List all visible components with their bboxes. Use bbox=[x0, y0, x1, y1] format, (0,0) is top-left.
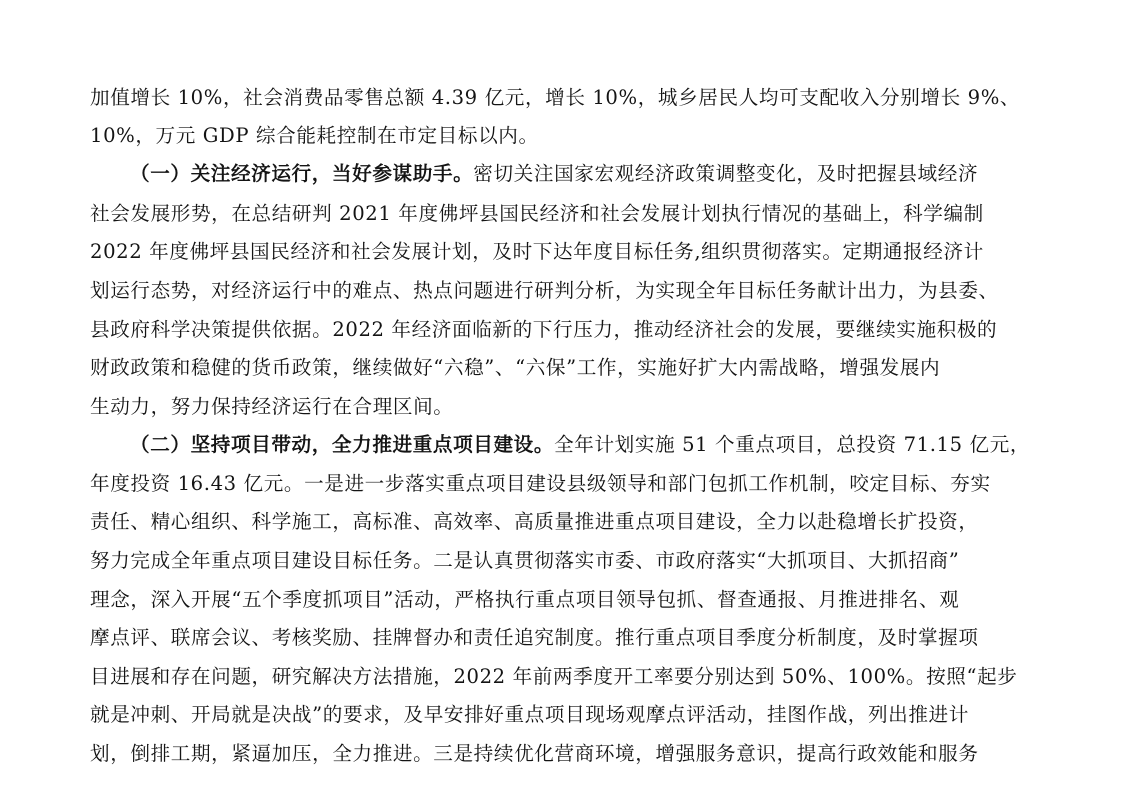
text-line: 划，倒排工期，紧逼加压，全力推进。三是持续优化营商环境，增强服务意识，提高行政效能和服务 bbox=[90, 742, 979, 765]
section-heading-2: （二）坚持项目带动，全力推进重点项目建设。 bbox=[130, 433, 555, 456]
text-line: 生动力，努力保持经济运行在合理区间。 bbox=[90, 395, 454, 418]
text-line: 就是冲刺、开局就是决战”的要求，及早安排好重点项目现场观摩点评活动，挂图作战，列出推进计 bbox=[90, 703, 969, 726]
text-line: 县政府科学决策提供依据。2022 年经济面临新的下行压力，推动经济社会的发展，要继续实施积极的 bbox=[90, 318, 998, 341]
text-line: 财政政策和稳健的货币政策，继续做好“六稳”、“六保”工作，实施好扩大内需战略，增强发展内 bbox=[90, 356, 941, 379]
text-line: 努力完成全年重点项目建设目标任务。二是认真贯彻落实市委、市政府落实“大抓项目、大抓招商” bbox=[90, 549, 960, 572]
text-line: 社会发展形势，在总结研判 2021 年度佛坪县国民经济和社会发展计划执行情况的基础上，科学编制 bbox=[90, 202, 984, 225]
text-line: 10%，万元 GDP 综合能耗控制在市定目标以内。 bbox=[90, 124, 539, 147]
text-line: 理念，深入开展“五个季度抓项目”活动，严格执行重点项目领导包抓、督查通报、月推进排名、观 bbox=[90, 588, 960, 611]
text-line: 年度投资 16.43 亿元。一是进一步落实重点项目建设县级领导和部门包抓工作机制，咬定目标、夯实 bbox=[90, 472, 991, 495]
text-line: 责任、精心组织、科学施工，高标准、高效率、高质量推进重点项目建设，全力以赴稳增长扩投资， bbox=[90, 510, 979, 533]
section-body-text: 密切关注国家宏观经济政策调整变化，及时把握县域经济 bbox=[473, 162, 979, 185]
text-line: 加值增长 10%，社会消费品零售总额 4.39 亿元，增长 10%，城乡居民人均可支配收入分别增长 9%、 bbox=[90, 86, 1021, 109]
text-line: 2022 年度佛坪县国民经济和社会发展计划，及时下达年度目标任务,组织贯彻落实。定期通报经济计 bbox=[90, 240, 984, 263]
section-paragraph-1-first-line bbox=[130, 162, 1035, 186]
section-heading-1: （一）关注经济运行，当好参谋助手。 bbox=[130, 162, 474, 185]
text-line: 划运行态势，对经济运行中的难点、热点问题进行研判分析，为实现全年目标任务献计出力，为县委、 bbox=[90, 279, 999, 302]
text-line: 摩点评、联席会议、考核奖励、挂牌督办和责任追究制度。推行重点项目季度分析制度，及时掌握项 bbox=[90, 626, 979, 649]
text-line: 目进展和存在问题，研究解决方法措施，2022 年前两季度开工率要分别达到 50%、100%。按照“起步 bbox=[90, 665, 1018, 688]
section-paragraph-2-first-line bbox=[130, 433, 1035, 457]
section-body-text: 全年计划实施 51 个重点项目，总投资 71.15 亿元， bbox=[554, 433, 1031, 456]
